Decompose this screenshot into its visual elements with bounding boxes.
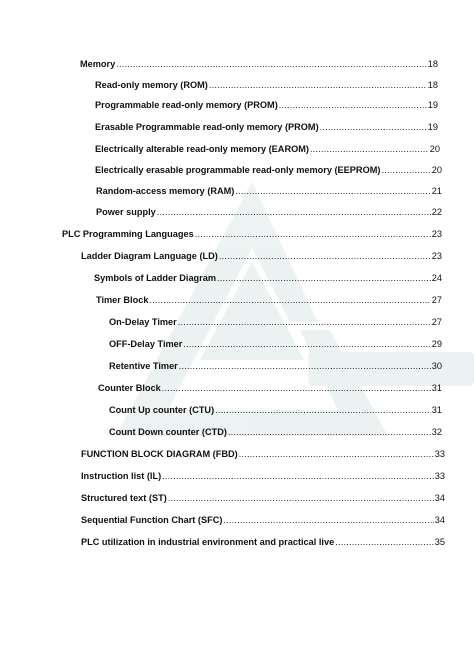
toc-entry-page: 29	[431, 339, 442, 349]
toc-leader-dots	[149, 294, 430, 306]
toc-entry[interactable]	[109, 338, 442, 350]
toc-entry-label: Ladder Diagram Language (LD)	[81, 251, 218, 261]
toc-entry-page: 24	[431, 273, 442, 283]
toc-entry-page: 35	[434, 537, 445, 547]
toc-entry-page: 23	[431, 229, 442, 239]
toc-leader-dots	[239, 448, 434, 460]
toc-leader-dots	[235, 185, 430, 197]
toc-entry-page: 30	[431, 361, 442, 371]
toc-leader-dots	[215, 404, 431, 416]
toc-leader-dots	[162, 470, 434, 482]
toc-entry-page: 21	[431, 186, 442, 196]
toc-leader-dots	[183, 338, 430, 350]
toc-leader-dots	[381, 164, 430, 176]
toc-leader-dots	[168, 492, 434, 504]
toc-entry-label: Erasable Programmable read-only memory (PROM)	[95, 122, 319, 132]
toc-entry[interactable]	[109, 404, 442, 416]
toc-entry[interactable]	[96, 206, 442, 218]
toc-entry-label: Counter Block	[98, 383, 161, 393]
toc-entry-label: PLC utilization in industrial environment and practical live	[81, 537, 335, 547]
toc-entry-label: Instruction list (IL)	[81, 471, 162, 481]
toc-entry-page: 27	[431, 295, 442, 305]
toc-entry[interactable]	[81, 448, 445, 460]
toc-leader-dots	[279, 99, 427, 111]
toc-leader-dots	[157, 206, 431, 218]
toc-entry-label: Random-access memory (RAM)	[96, 186, 235, 196]
toc-entry[interactable]	[98, 382, 442, 394]
toc-entry-label: Count Down counter (CTD)	[109, 427, 227, 437]
toc-entry[interactable]	[81, 492, 445, 504]
toc-entry[interactable]	[81, 536, 445, 548]
toc-entry-page: 27	[431, 317, 442, 327]
toc-leader-dots	[310, 143, 429, 155]
toc-entry-page: 22	[431, 207, 442, 217]
toc-leader-dots	[217, 272, 431, 284]
toc-entry-page: 18	[427, 59, 438, 69]
toc-entry[interactable]	[109, 360, 442, 372]
toc-leader-dots	[228, 426, 431, 438]
toc-entry[interactable]	[94, 272, 442, 284]
toc-leader-dots	[219, 250, 431, 262]
toc-entry-label: PLC Programming Languages	[62, 229, 194, 239]
toc-entry-label: Count Up counter (CTU)	[109, 405, 215, 415]
toc-entry[interactable]	[81, 514, 445, 526]
toc-entry-page: 34	[434, 515, 445, 525]
toc-entry-page: 19	[427, 122, 438, 132]
toc-entry-label: FUNCTION BLOCK DIAGRAM (FBD)	[81, 449, 238, 459]
toc-entry-label: Read-only memory (ROM)	[95, 80, 208, 90]
toc-entry-page: 18	[427, 80, 438, 90]
toc-leader-dots	[335, 536, 434, 548]
toc-entry-label: Electrically erasable programmable read-only memory (EEPROM)	[95, 165, 381, 175]
toc-leader-dots	[116, 58, 427, 70]
toc-entry[interactable]	[95, 121, 438, 133]
toc-leader-dots	[209, 79, 427, 91]
toc-entry-page: 33	[434, 471, 445, 481]
toc-entry[interactable]	[62, 228, 442, 240]
toc-leader-dots	[178, 316, 431, 328]
toc-leader-dots	[162, 382, 431, 394]
toc-entry-label: Sequential Function Chart (SFC)	[81, 515, 223, 525]
toc-entry[interactable]	[95, 143, 440, 155]
toc-entry[interactable]	[81, 470, 445, 482]
toc-entry-label: Memory	[80, 59, 116, 69]
toc-entry[interactable]	[109, 316, 442, 328]
toc-entry[interactable]	[95, 79, 438, 91]
toc-leader-dots	[223, 514, 433, 526]
toc-entry-label: Structured text (ST)	[81, 493, 167, 503]
toc-entry[interactable]	[95, 164, 442, 176]
toc-entry-label: On-Delay Timer	[109, 317, 177, 327]
toc-entry[interactable]	[81, 250, 442, 262]
toc-entry-page: 31	[431, 383, 442, 393]
toc-entry[interactable]	[96, 185, 442, 197]
toc-entry-page: 31	[431, 405, 442, 415]
toc-entry[interactable]	[95, 99, 438, 111]
toc-entry[interactable]	[109, 426, 442, 438]
toc-entry-page: 20	[429, 144, 440, 154]
toc-leader-dots	[195, 228, 431, 240]
toc-entry-label: Symbols of Ladder Diagram	[94, 273, 217, 283]
toc-entry-label: Power supply	[96, 207, 156, 217]
toc-entry-page: 32	[431, 427, 442, 437]
toc-entry-label: Electrically alterable read-only memory (EAROM)	[95, 144, 309, 154]
toc-entry-label: Timer Block	[96, 295, 149, 305]
toc-entry-page: 34	[434, 493, 445, 503]
toc-entry-label: Retentive Timer	[109, 361, 178, 371]
toc-entry-page: 23	[431, 251, 442, 261]
toc-leader-dots	[320, 121, 427, 133]
toc-entry-label: Programmable read-only memory (PROM)	[95, 100, 278, 110]
toc-entry[interactable]	[96, 294, 442, 306]
toc-entry-page: 19	[427, 100, 438, 110]
toc-entry[interactable]	[80, 58, 438, 70]
toc-entry-page: 20	[431, 165, 442, 175]
toc-entry-label: OFF-Delay Timer	[109, 339, 183, 349]
toc-leader-dots	[179, 360, 431, 372]
toc-entry-page: 33	[434, 449, 445, 459]
